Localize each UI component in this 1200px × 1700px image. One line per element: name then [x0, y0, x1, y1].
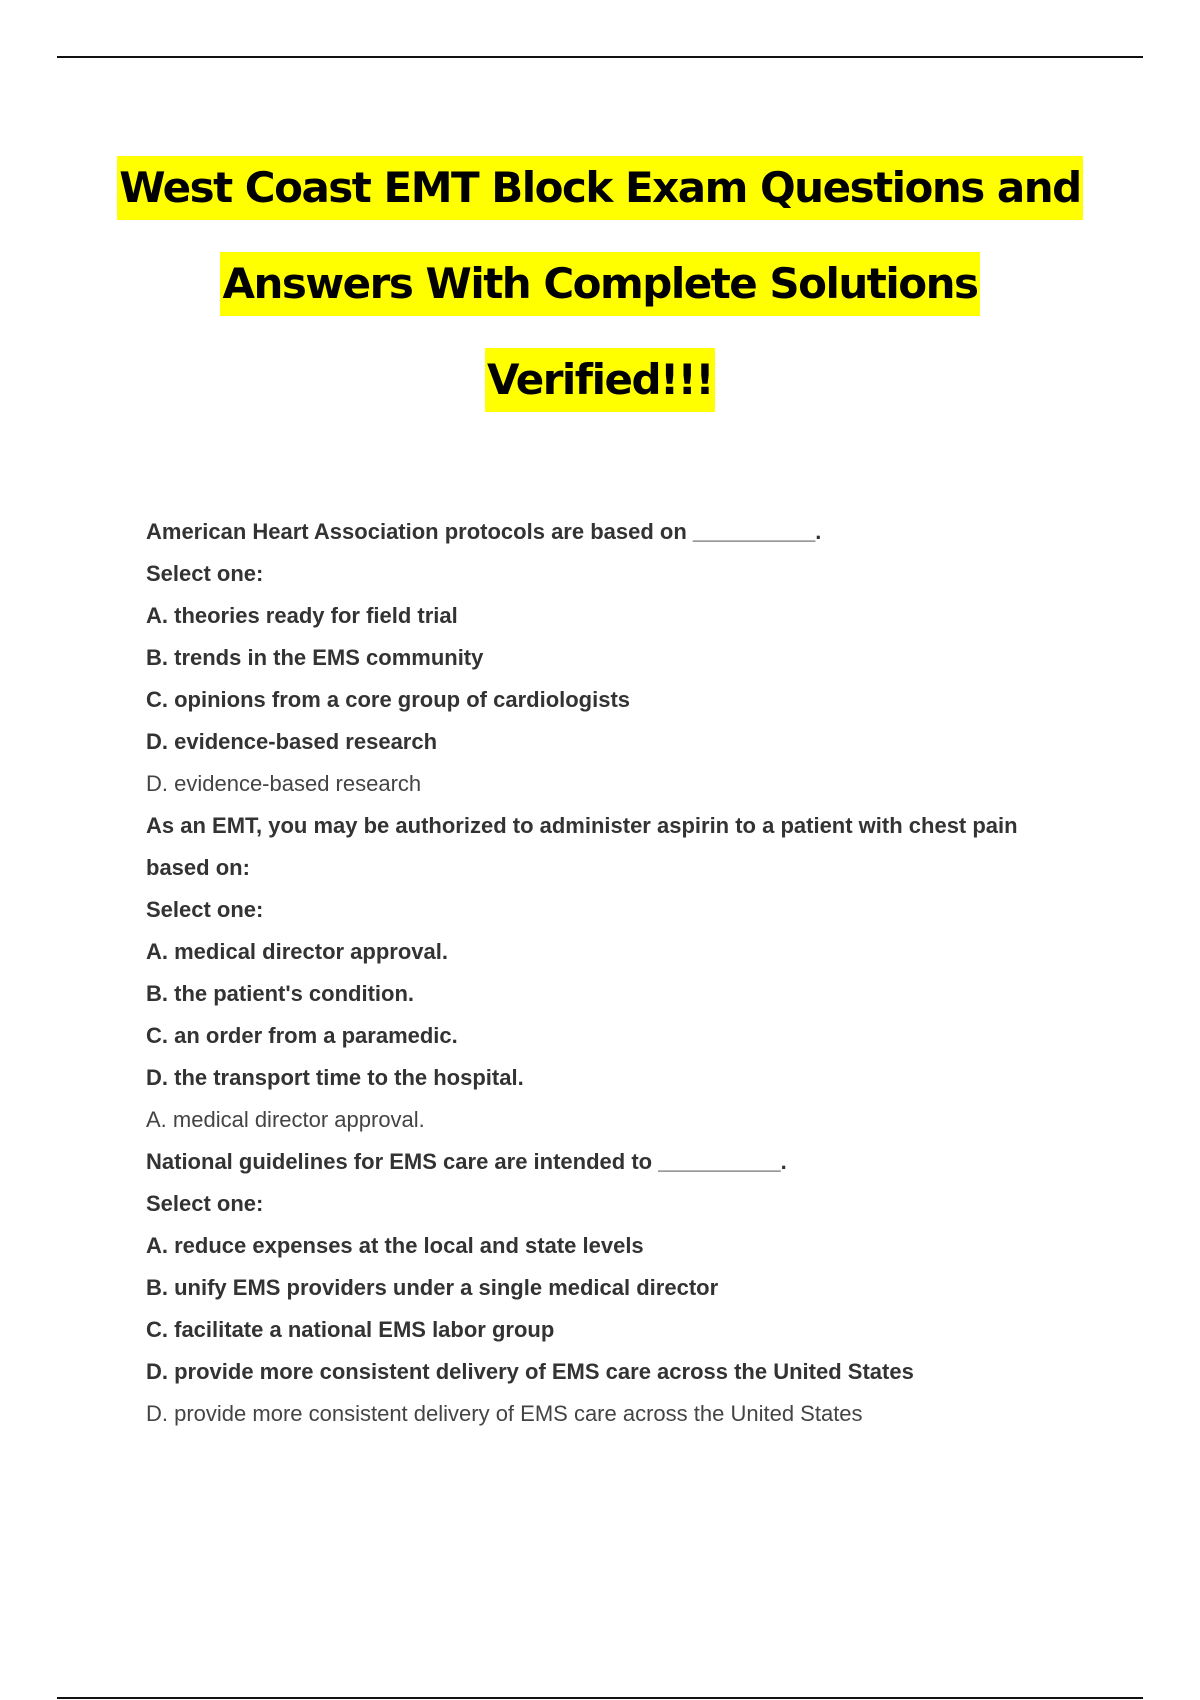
- option-c: C. opinions from a core group of cardiologists: [146, 687, 631, 712]
- option-a: A. medical director approval.: [146, 939, 448, 964]
- question-list: [146, 511, 1086, 1435]
- title-line: [57, 236, 1143, 332]
- title-line-2: Answers With Complete Solutions: [220, 252, 979, 316]
- answer-text: D. evidence-based research: [146, 771, 422, 796]
- question-block-2: [146, 805, 1086, 1141]
- question-text: American Heart Association protocols are based on __________.: [146, 519, 822, 544]
- option-d: D. provide more consistent delivery of EMS care across the United States: [146, 1359, 914, 1384]
- option-a: A. reduce expenses at the local and state levels: [146, 1233, 644, 1258]
- select-one-label: Select one:: [146, 897, 264, 922]
- option-c: C. an order from a paramedic.: [146, 1023, 458, 1048]
- top-rule: [57, 56, 1143, 58]
- option-d: D. evidence-based research: [146, 729, 438, 754]
- title-line-1: West Coast EMT Block Exam Questions and: [117, 156, 1082, 220]
- title-line-3: Verified!!!: [485, 348, 715, 412]
- answer-text: A. medical director approval.: [146, 1107, 425, 1132]
- document-title: [57, 140, 1143, 428]
- option-b: B. trends in the EMS community: [146, 645, 484, 670]
- question-block-3: [146, 1141, 1086, 1435]
- option-d: D. the transport time to the hospital.: [146, 1065, 524, 1090]
- answer-text: D. provide more consistent delivery of EMS care across the United States: [146, 1401, 863, 1426]
- title-line: [57, 332, 1143, 428]
- option-b: B. the patient's condition.: [146, 981, 415, 1006]
- option-a: A. theories ready for field trial: [146, 603, 458, 628]
- question-text: As an EMT, you may be authorized to administer aspirin to a patient with chest pain based on:: [146, 813, 1018, 880]
- option-b: B. unify EMS providers under a single medical director: [146, 1275, 719, 1300]
- question-text: National guidelines for EMS care are intended to __________.: [146, 1149, 787, 1174]
- title-line: [57, 140, 1143, 236]
- question-block-1: [146, 511, 1086, 805]
- option-c: C. facilitate a national EMS labor group: [146, 1317, 555, 1342]
- select-one-label: Select one:: [146, 561, 264, 586]
- bottom-rule: [57, 1697, 1143, 1699]
- select-one-label: Select one:: [146, 1191, 264, 1216]
